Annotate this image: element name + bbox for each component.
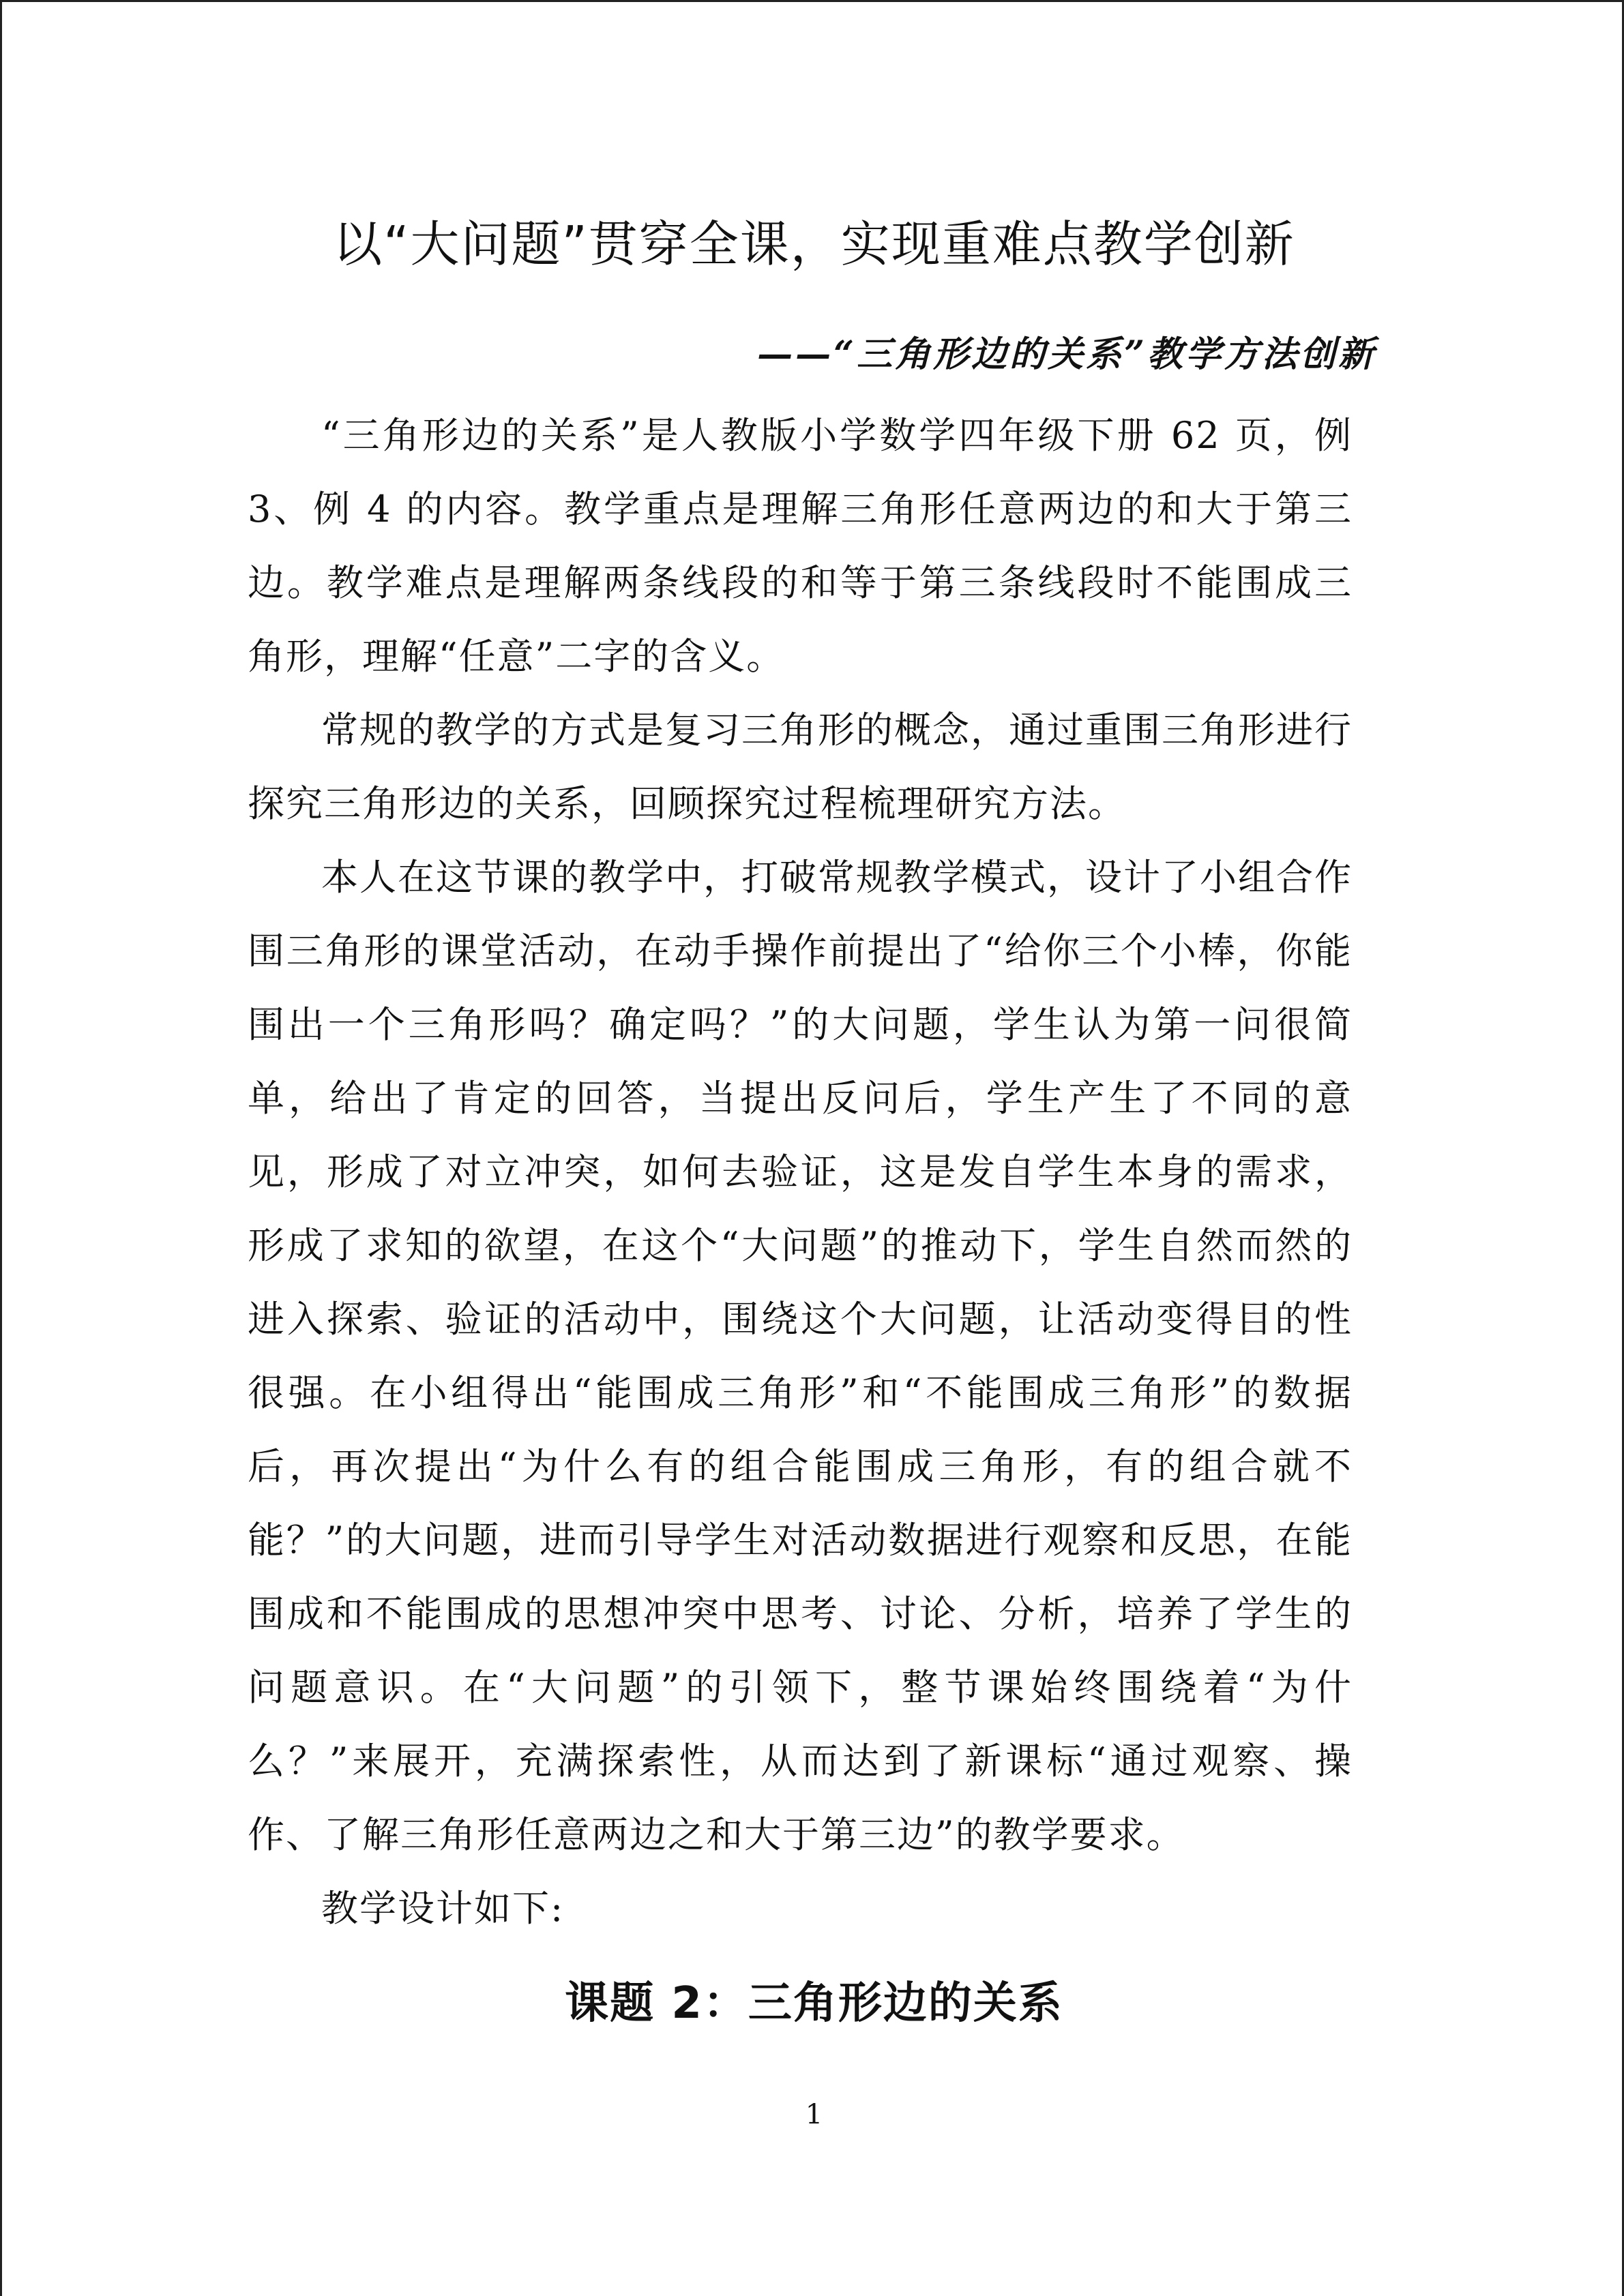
paragraph-design-lead: 教学设计如下: [321,1887,565,1930]
paragraph-intro: “三角形边的关系”是人教版小学数学四年级下册 62 页，例 3、例 4 的内容。教学重点是理解三角形任意两边的和大于第三边。教学难点是理解两条线段的和等于第三条线段时不能围成三角形，理解“任意”二字的含义。 [248,414,1353,678]
document-title: 以“大问题”贯穿全课，实现重难点教学创新 [333,215,1295,273]
document-body [248,399,1353,1945]
document-subtitle: ——“三角形边的关系”教学方法创新 [757,333,1376,375]
paragraph-innovation: 本人在这节课的教学中，打破常规教学模式，设计了小组合作围三角形的课堂活动，在动手操作前提出了“给你三个小棒，你能围出一个三角形吗？确定吗？”的大问题，学生认为第一问很简单，给出了肯定的回答，当提出反问后，学生产生了不同的意见，形成了对立冲突，如何去验证，这是发自学生本身的需求，形成了求知的欲望，在这个“大问题”的推动下，学生自然而然的进入探索、验证的活动中，围绕这个大问题，让活动变得目的性很强。在小组得出“能围成三角形”和“不能围成三角形”的数据后，再次提出“为什么有的组合能围成三角形，有的组合就不能？”的大问题，进而引导学生对活动数据进行观察和反思，在能围成和不能围成的思想冲突中思考、讨论、分析，培养了学生的问题意识。在“大问题”的引领下，整节课始终围绕着“为什么？”来展开，充满探索性，从而达到了新课标“通过观察、操作、了解三角形任意两边之和大于第三边”的教学要求。 [248,856,1353,1856]
page-number: 1 [805,2099,823,2130]
lesson-title: 课题 2：三角形边的关系 [565,1978,1063,2029]
paragraph-conventional-method: 常规的教学的方式是复习三角形的概念，通过重围三角形进行探究三角形边的关系，回顾探究过程梳理研究方法。 [248,709,1353,825]
